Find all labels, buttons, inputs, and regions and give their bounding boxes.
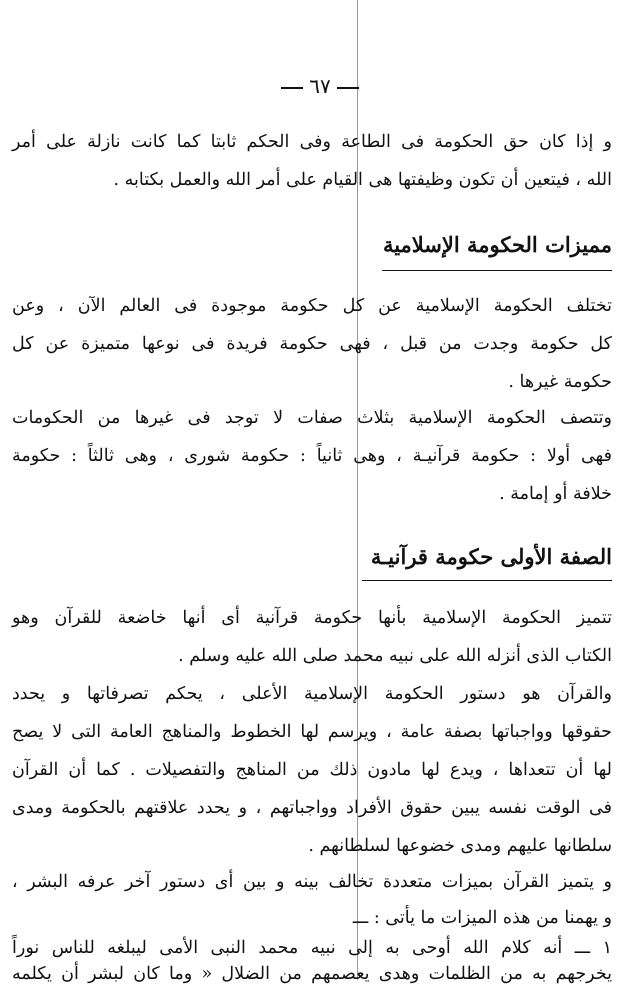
- text-line: فى الوقت نفسه يبين حقوق الأفراد وواجباتهم ، و يحدد علاقتهم بالحكومة ومدى: [12, 798, 612, 818]
- heading-underline: [362, 580, 612, 581]
- text-line: حكومة غيرها .: [508, 372, 612, 392]
- text-line: الكتاب الذى أنزله الله على نبيه محمد صلى الله عليه وسلم .: [178, 646, 612, 666]
- section-heading-features: مميزات الحكومة الإسلامية: [382, 232, 612, 257]
- text-line: خلافة أو إمامة .: [499, 484, 612, 504]
- text-line: تتميز الحكومة الإسلامية بأنها حكومة قرآنية أى أنها خاضعة للقرآن وهو: [12, 608, 612, 628]
- text-line: يخرجهم به من الظلمات وهدى يعصمهم من الضلال « وما كان لبشر أن يكلمه: [12, 964, 612, 984]
- heading-underline: [382, 270, 612, 271]
- page-number-dash-right: [337, 87, 359, 89]
- text-line: ١ ـــ أنه كلام الله أوحى به إلى نبيه محمد النبى الأمى ليبلغه للناس نوراً: [12, 938, 612, 958]
- text-line: حقوقها وواجباتها بصفة عامة ، ويرسم لها الخطوط والمناهج العامة التى لا يصح: [12, 722, 612, 742]
- text-line: كل حكومة وجدت من قبل ، فهى حكومة فريدة فى نوعها متميزة عن كل: [12, 334, 612, 354]
- text-line: وتتصف الحكومة الإسلامية بثلاث صفات لا توجد فى غيرها من الحكومات: [12, 408, 612, 428]
- page-number-text: ٦٧: [309, 74, 331, 98]
- text-line: فهى أولا : حكومة قرآنيـة ، وهى ثانياً : حكومة شورى ، وهى ثالثاً : حكومة: [12, 446, 612, 466]
- text-line: و يهمنا من هذه الميزات ما يأتى : ـــ: [352, 908, 612, 928]
- text-line: سلطانها عليهم ومدى خضوعها لسلطانهم .: [308, 836, 612, 856]
- page-number-dash-left: [281, 87, 303, 89]
- text-line: و إذا كان حق الحكومة فى الطاعة وفى الحكم ثابتا كما كانت نازلة على أمر: [12, 132, 612, 152]
- text-line: تختلف الحكومة الإسلامية عن كل حكومة موجودة فى العالم الآن ، وعن: [12, 296, 612, 316]
- text-line: لها أن تتعداها ، ويدع لها مادون ذلك من المناهج والتفصيلات . كما أن القرآن: [12, 760, 612, 780]
- page-number: [0, 74, 640, 98]
- text-line: والقرآن هو دستور الحكومة الإسلامية الأعلى ، يحكم تصرفاتها و يحدد: [12, 684, 612, 704]
- section-heading-first-attribute: الصفة الأولى حكومة قرآنيـة: [370, 544, 612, 569]
- text-line: الله ، فيتعين أن تكون وظيفتها هى القيام على أمر الله والعمل بكتابه .: [113, 170, 612, 190]
- text-line: و يتميز القرآن بميزات متعددة تخالف بينه و بين أى دستور آخر عرفه البشر ،: [12, 872, 612, 892]
